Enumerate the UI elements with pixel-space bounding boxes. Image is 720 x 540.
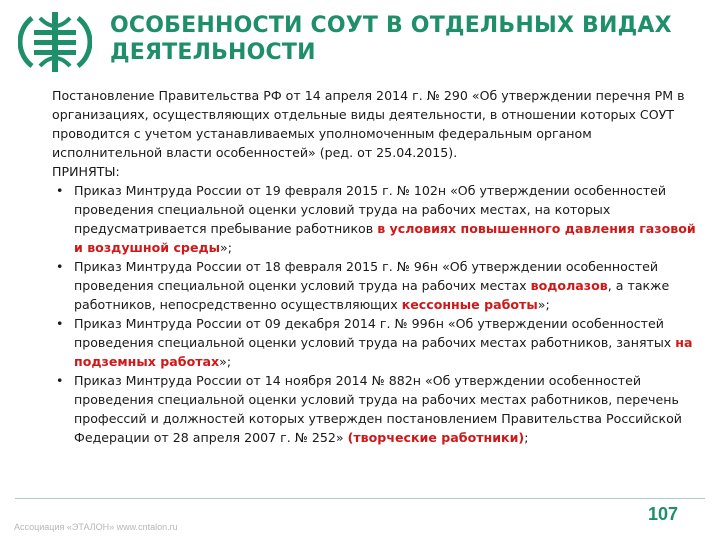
order-highlight: водолазов: [530, 278, 608, 293]
accepted-label: ПРИНЯТЫ:: [52, 164, 120, 179]
orders-list: [52, 181, 702, 447]
order-text-end: »;: [219, 354, 232, 369]
order-text-end: »;: [220, 240, 232, 255]
document-body: [52, 86, 702, 447]
order-text: Приказ Минтруда России от 09 декабря 2014 г. № 996н «Об утверждении особенностей проведения специальной оценки условий труда на рабочих местах работников, занятых: [74, 316, 676, 350]
intro-paragraph: Постановление Правительства РФ от 14 апреля 2014 г. № 290 «Об утверждении перечня РМ в организациях, осуществляющих отдельные виды деятельности, в отношении которых СОУТ проводится с учетом устанавливаемых уполномоченным федеральным органом исполнительной власти особенностей» (ред. от 25.04.2015).: [52, 88, 685, 160]
order-highlight: (творческие работники): [347, 430, 525, 445]
footer-divider: [15, 498, 705, 499]
logo-icon: [18, 6, 92, 78]
list-item: [52, 314, 702, 371]
order-text: Приказ Минтруда России от 14 ноября 2014 № 882н «Об утверждении особенностей проведения специальной оценки условий труда на рабочих местах работников, перечень профессий и должностей которых утвержден постановлением Правительства Российской Федерации от 28 апреля 2007 г. № 252»: [74, 373, 682, 445]
order-text-middle: , а также работников, непосредственно осуществляющих: [74, 278, 670, 312]
footer-text: Ассоциация «ЭТАЛОН» www.cntalon.ru: [14, 522, 178, 532]
order-text: Приказ Минтруда России от 18 февраля 2015 г. № 96н «Об утверждении особенностей проведения специальной оценки условий труда на рабочих местах: [74, 259, 659, 293]
page-title-line1: ОСОБЕННОСТИ СОУТ В ОТДЕЛЬНЫХ ВИДАХ: [110, 13, 672, 38]
page-title-line2: ДЕЯТЕЛЬНОСТИ: [110, 40, 316, 65]
list-item: [52, 371, 702, 447]
order-highlight: на подземных работах: [74, 335, 693, 369]
page-number: 107: [648, 504, 679, 524]
list-item: [52, 181, 702, 257]
order-text: Приказ Минтруда России от 19 февраля 2015 г. № 102н «Об утверждении особенностей проведения специальной оценки условий труда на рабочих местах, на которых предусматривается пребывание работников: [74, 183, 667, 236]
page-title: [110, 12, 710, 66]
order-text-end: »;: [537, 297, 550, 312]
list-item: [52, 257, 702, 314]
order-highlight-2: кессонные работы: [401, 297, 538, 312]
order-text-end: ;: [524, 430, 529, 445]
order-highlight: в условиях повышенного давления газовой и воздушной среды: [74, 221, 696, 255]
